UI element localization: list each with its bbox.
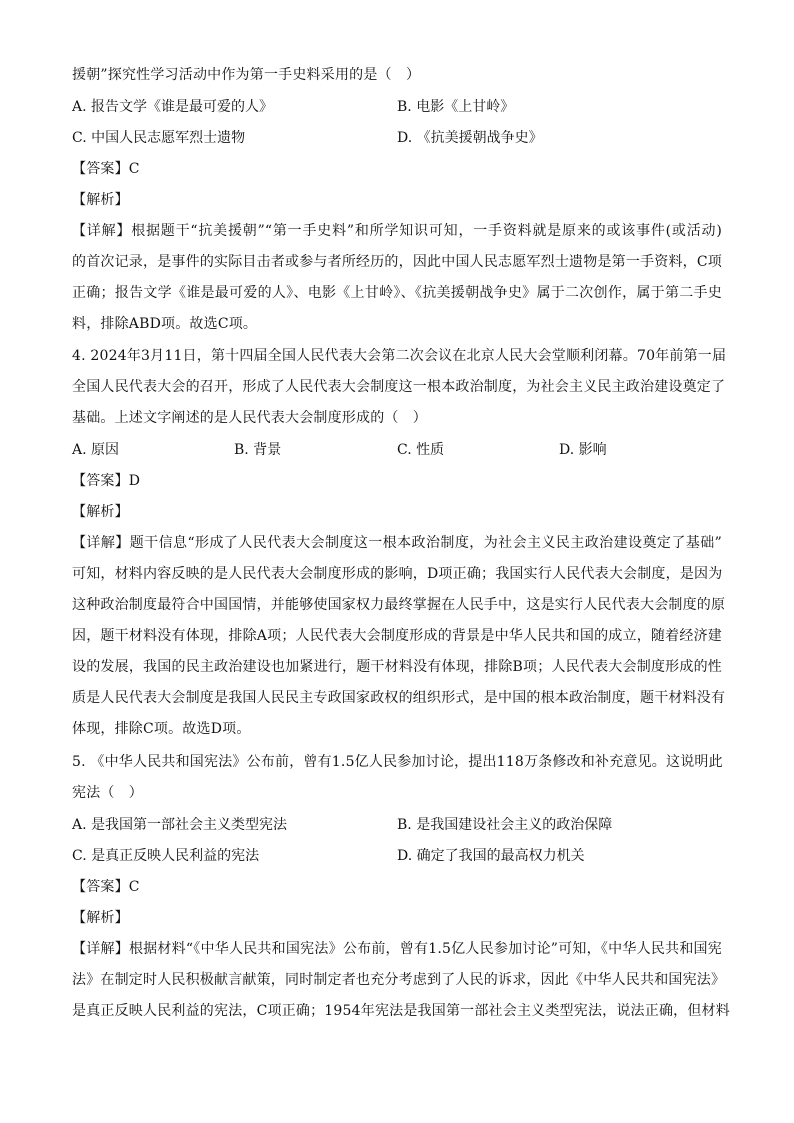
- q5-detail-line: 【详解】根据材料“《中华人民共和国宪法》公布前，曾有1.5亿人民参加讨论”可知，《中华人民共和国宪: [72, 941, 722, 957]
- q4-option-a: A. 原因: [72, 442, 120, 458]
- q5-detail-line: 法》在制定时人民积极献言献策，同时制定者也充分考虑到了人民的诉求，因此《中华人民共和国宪法》: [72, 972, 726, 988]
- q3-analysis-heading: 【解析】: [72, 192, 129, 208]
- q5-detail-line: 是真正反映人民利益的宪法，C项正确；1954年宪法是我国第一部社会主义类型宪法，说法正确，但材料: [72, 1003, 730, 1019]
- q4-option-d: D. 影响: [559, 442, 607, 458]
- q3-option-a: A. 报告文学《谁是最可爱的人》: [72, 99, 274, 115]
- q5-stem-line: 宪法（ ）: [72, 785, 143, 801]
- q4-detail-line: 可知，材料内容反映的是人民代表大会制度形成的影响，D项正确；我国实行人民代表大会制度，是因为: [72, 566, 723, 582]
- q3-option-d: D. 《抗美援朝战争史》: [397, 130, 543, 146]
- q4-stem-line: 4. 2024年3月11日，第十四届全国人民代表大会第二次会议在北京人民大会堂顺利闭幕。70年前第一届: [72, 348, 727, 364]
- q5-option-a: A. 是我国第一部社会主义类型宪法: [72, 817, 288, 833]
- q3-detail-line: 料，排除ABD项。故选C项。: [72, 316, 258, 332]
- q4-detail-line: 这种政治制度最符合中国国情，并能够使国家权力最终掌握在人民手中，这是实行人民代表大会制度的原: [72, 597, 726, 613]
- q4-option-c: C. 性质: [397, 442, 445, 458]
- q4-detail-line: 质是人民代表大会制度是我国人民民主专政国家政权的组织形式，是中国的根本政治制度，题干材料没有: [72, 690, 726, 706]
- q4-detail-line: 体现，排除C项。故选D项。: [72, 721, 251, 737]
- q3-stem-tail: 援朝”探究性学习活动中作为第一手史料采用的是（ ）: [72, 67, 421, 83]
- q5-answer: 【答案】C: [72, 879, 140, 895]
- q4-answer: 【答案】D: [72, 473, 141, 489]
- q4-analysis-heading: 【解析】: [72, 504, 129, 520]
- q4-option-b: B. 背景: [234, 442, 282, 458]
- q4-detail-line: 设的发展，我国的民主政治建设也加紧进行，题干材料没有体现，排除B项；人民代表大会制度形成的性: [72, 659, 722, 675]
- q3-detail-line: 正确；报告文学《谁是最可爱的人》、电影《上甘岭》、《抗美援朝战争史》属于二次创作，属于第二手史: [72, 285, 722, 301]
- q3-detail-line: 【详解】根据题干“抗美援朝”“第一手史料”和所学知识可知，一手资料就是原来的或该事件(或活动): [72, 223, 722, 239]
- q5-stem-line: 5. 《中华人民共和国宪法》公布前，曾有1.5亿人民参加讨论，提出118万条修改和补充意见。这说明此: [72, 754, 723, 770]
- q4-stem-line: 全国人民代表大会的召开，形成了人民代表大会制度这一根本政治制度，为社会主义民主政治建设奠定了: [72, 379, 726, 395]
- q5-option-c: C. 是真正反映人民利益的宪法: [72, 848, 260, 864]
- q3-option-c: C. 中国人民志愿军烈士遗物: [72, 130, 246, 146]
- q4-stem-line: 基础。上述文字阐述的是人民代表大会制度形成的（ ）: [72, 410, 427, 426]
- q5-option-d: D. 确定了我国的最高权力机关: [397, 848, 585, 864]
- q3-answer: 【答案】C: [72, 161, 140, 177]
- q3-option-b: B. 电影《上甘岭》: [397, 99, 515, 115]
- q3-detail-line: 的首次记录，是事件的实际目击者或参与者所经历的，因此中国人民志愿军烈士遗物是第一手资料，C项: [72, 254, 722, 270]
- q5-option-b: B. 是我国建设社会主义的政治保障: [397, 817, 613, 833]
- q5-analysis-heading: 【解析】: [72, 910, 129, 926]
- q4-detail-line: 【详解】题干信息“形成了人民代表大会制度这一根本政治制度，为社会主义民主政治建设奠定了基础”: [72, 535, 722, 551]
- q4-detail-line: 因，题干材料没有体现，排除A项；人民代表大会制度形成的背景是中华人民共和国的成立，随着经济建: [72, 628, 722, 644]
